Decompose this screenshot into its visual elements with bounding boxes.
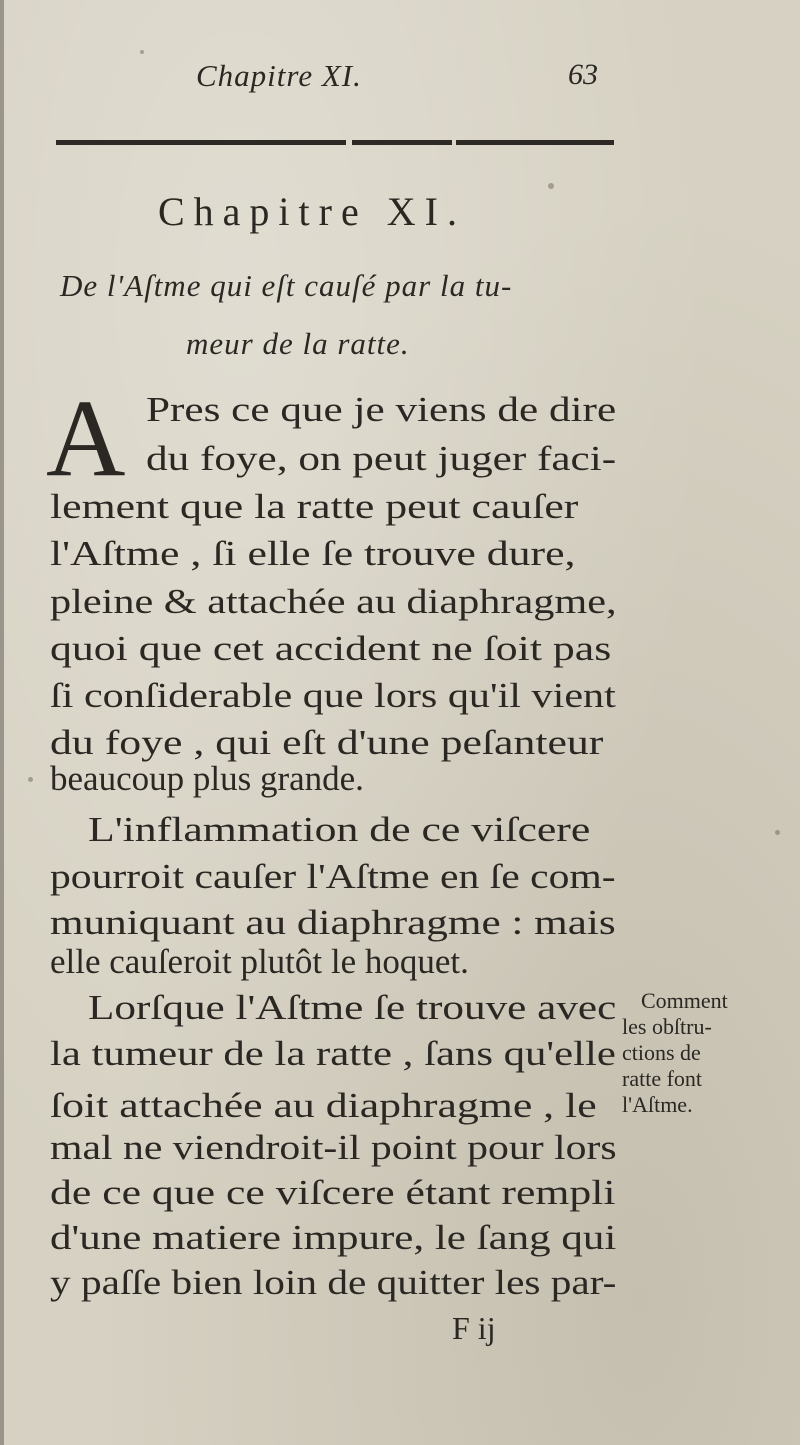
margin-note-line: ctions de (622, 1040, 701, 1065)
signature-mark: F ij (452, 1310, 496, 1346)
margin-note-line: ratte font (622, 1066, 703, 1091)
text-line: lement que la ratte peut cauſer (50, 487, 579, 526)
ornamental-rule (456, 140, 614, 145)
text-line: elle cauſeroit plutôt le hoquet. (50, 942, 469, 981)
running-head (0, 58, 800, 98)
paper-speck (140, 50, 144, 54)
text-line: de ce que ce viſcere étant rempli (50, 1173, 616, 1212)
text-line: d'une matiere impure, le ſang qui (50, 1218, 617, 1257)
text-line: Lorſque l'Aſtme ſe trouve avec (88, 988, 617, 1027)
text-line: muniquant au diaphragme : mais (50, 903, 616, 942)
text-line: ſi conſiderable que lors qu'il vient (50, 676, 616, 715)
running-head-title: Chapitre XI. (196, 58, 362, 93)
text-line: y paſſe bien loin de quitter les par- (50, 1263, 617, 1302)
text-line: beaucoup plus grande. (50, 759, 364, 798)
text-line: l'Aſtme , ſi elle ſe trouve dure, (50, 534, 576, 573)
paper-speck (548, 183, 554, 189)
page-number: 63 (568, 58, 598, 91)
chapter-subtitle-line: De l'Aſtme qui eſt cauſé par la tu- (60, 268, 513, 303)
text-line: L'inflammation de ce viſcere (88, 810, 591, 849)
margin-note-line: l'Aſtme. (622, 1092, 693, 1117)
margin-note-line: les obſtru- (622, 1014, 712, 1039)
text-line: Pres ce que je viens de dire (146, 390, 617, 429)
text-line: mal ne viendroit-il point pour lors (50, 1128, 617, 1167)
text-line: du foye, on peut juger faci- (146, 439, 617, 478)
ornamental-rule (56, 140, 346, 145)
paper-speck (775, 830, 780, 835)
text-line: quoi que cet accident ne ſoit pas (50, 629, 612, 668)
text-line: ſoit attachée au diaphragme , le (50, 1086, 597, 1125)
text-line: pleine & attachée au diaphragme, (50, 582, 617, 621)
chapter-heading: Chapitre XI. (158, 189, 466, 234)
chapter-subtitle-line: meur de la ratte. (186, 326, 410, 361)
text-line: du foye , qui eſt d'une peſanteur (50, 723, 604, 762)
paper-speck (28, 777, 33, 782)
page-edge (0, 0, 4, 1445)
drop-cap: A (46, 377, 126, 499)
text-line: pourroit cauſer l'Aſtme en ſe com- (50, 857, 616, 896)
text-line: la tumeur de la ratte , ſans qu'elle (50, 1034, 616, 1073)
margin-note-line: Comment (641, 988, 728, 1013)
ornamental-rule (352, 140, 452, 145)
